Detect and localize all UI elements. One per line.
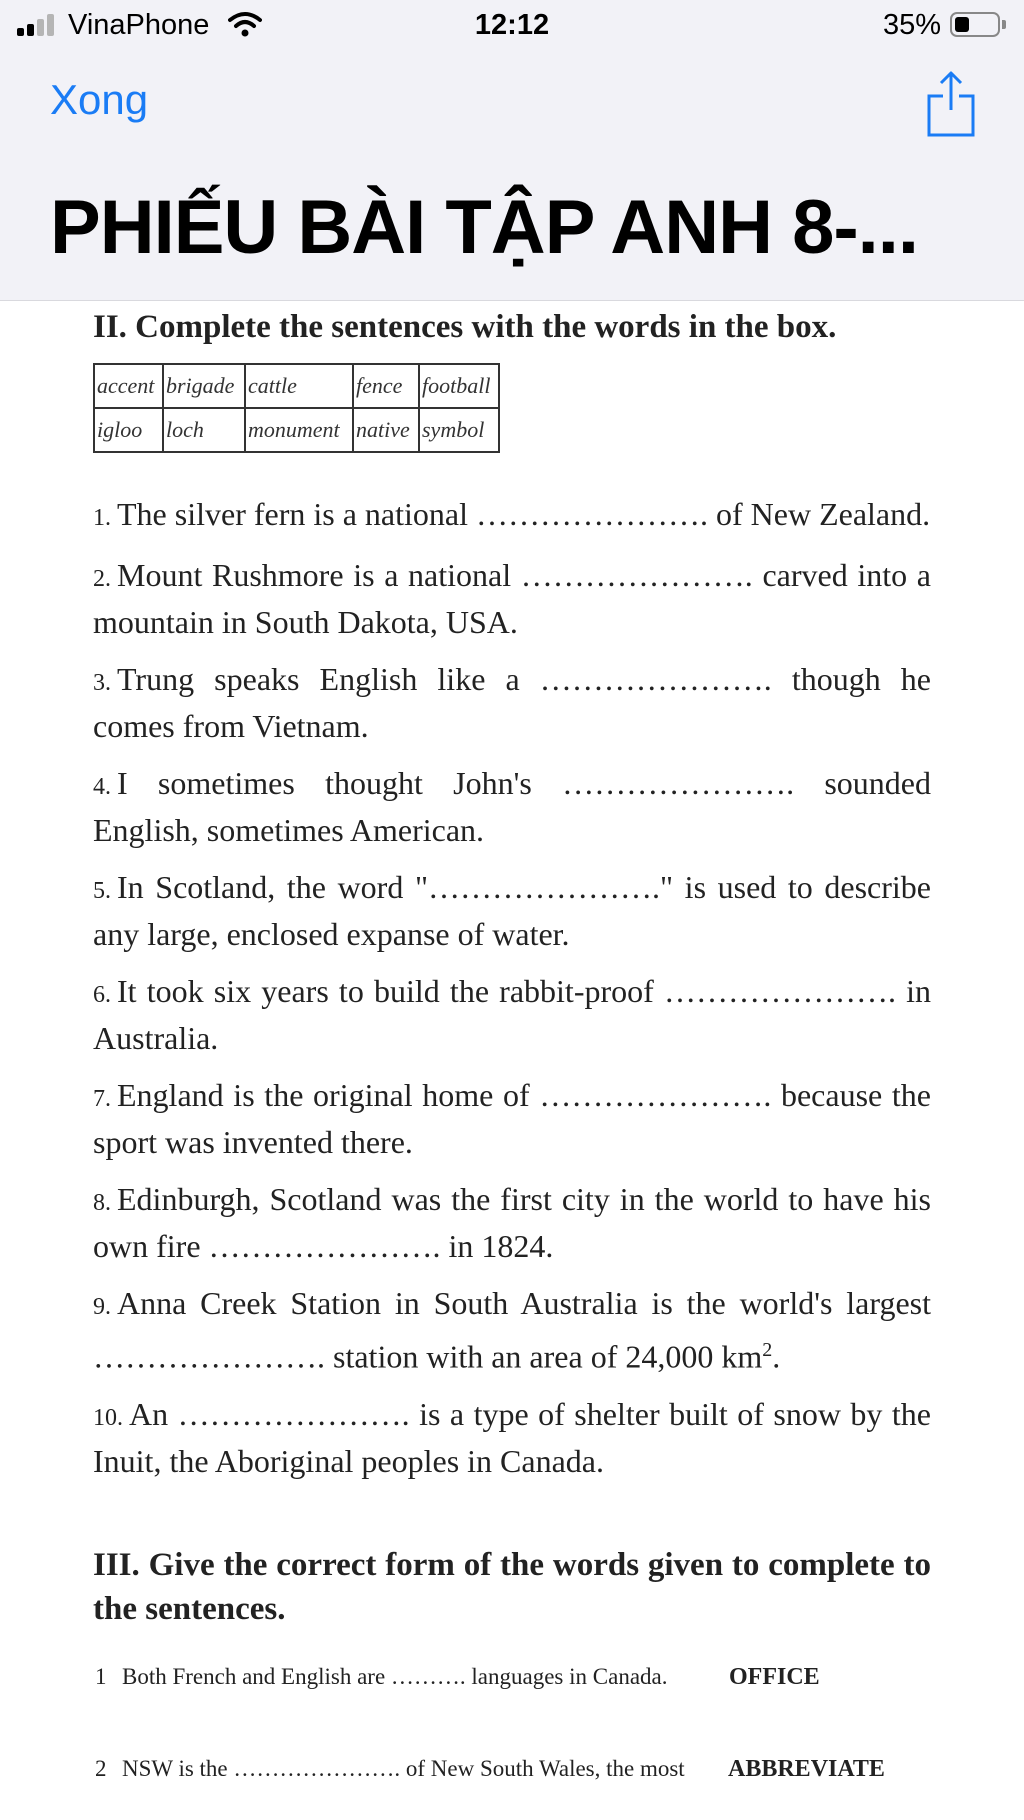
list-item — [93, 1282, 931, 1379]
item-number: 7. — [93, 1086, 111, 1112]
battery-percentage: 35% — [883, 9, 942, 41]
item-text: I sometimes thought John's …………………. sounded English, sometimes American. — [93, 765, 931, 848]
section-2-title: II. Complete the sentences with the words in the box. — [93, 309, 837, 345]
item-text: England is the original home of …………………. because the sport was invented there. — [93, 1077, 931, 1160]
item-number: 8. — [93, 1190, 111, 1216]
word-form-row — [93, 1756, 931, 1788]
word-box-cell: native — [353, 408, 419, 452]
item-number: 5. — [93, 878, 111, 904]
document-page[interactable] — [93, 305, 931, 1788]
word-box-cell: monument — [245, 408, 353, 452]
list-item — [93, 762, 931, 852]
item-text: Edinburgh, Scotland was the first city in the world to have his own fire …………………. in 1824. — [93, 1181, 931, 1264]
item-number: 2 — [95, 1755, 107, 1781]
clock: 12:12 — [474, 9, 550, 41]
status-bar — [0, 0, 1024, 54]
superscript: 2 — [762, 1339, 773, 1361]
section-2-items — [93, 493, 931, 1483]
share-icon[interactable] — [926, 68, 976, 138]
word-box-cell: fence — [353, 364, 419, 408]
item-text: It took six years to build the rabbit-proof …………………. in Australia. — [93, 973, 931, 1056]
item-number: 9. — [93, 1294, 111, 1320]
list-item — [93, 1074, 931, 1164]
list-item — [93, 1393, 931, 1483]
word-form-row — [93, 1664, 931, 1696]
list-item — [93, 658, 931, 748]
carrier-name: VinaPhone — [68, 9, 210, 41]
item-text: Mount Rushmore is a national …………………. carved into a mountain in South Dakota, USA. — [93, 557, 931, 640]
keyword: OFFICE — [729, 1663, 820, 1690]
item-text: The silver fern is a national …………………. of New Zealand. — [117, 496, 931, 532]
item-text: Trung speaks English like a …………………. though he comes from Vietnam. — [93, 661, 931, 744]
word-box-cell: loch — [163, 408, 245, 452]
item-tail: . — [772, 1338, 781, 1375]
item-text: Both French and English are ………. languages in Canada. — [122, 1663, 668, 1689]
item-text: An …………………. is a type of shelter built of snow by the Inuit, the Aboriginal peoples in Canada. — [93, 1395, 931, 1479]
list-item — [93, 866, 931, 956]
word-box-cell: brigade — [163, 364, 245, 408]
battery-icon — [950, 12, 1000, 37]
item-number: 4. — [93, 774, 111, 800]
word-box — [93, 363, 500, 453]
item-text: Anna Creek Station in South Australia is the world's largest …………………. station with an area of 24,000 km — [93, 1285, 931, 1375]
document-title: PHIẾU BÀI TẬP ANH 8-... — [50, 185, 918, 270]
item-number: 3. — [93, 670, 111, 696]
done-button[interactable]: Xong — [50, 76, 149, 123]
item-number: 6. — [93, 982, 111, 1008]
battery-cap — [1002, 20, 1006, 29]
word-box-row — [94, 408, 499, 452]
word-box-row — [94, 364, 499, 408]
item-text: NSW is the …………………. of New South Wales, the most — [122, 1755, 685, 1781]
section-3-title: III. Give the correct form of the words given to complete to the sentences. — [93, 1546, 931, 1627]
item-number: 10. — [93, 1404, 123, 1431]
list-item — [93, 1178, 931, 1268]
item-number: 1 — [95, 1663, 107, 1689]
item-text: In Scotland, the word "…………………." is used to describe any large, enclosed expanse of water. — [93, 869, 931, 952]
word-box-cell: symbol — [419, 408, 499, 452]
word-box-cell: cattle — [245, 364, 353, 408]
item-number: 1. — [93, 505, 111, 531]
list-item — [93, 970, 931, 1060]
list-item — [93, 554, 931, 644]
list-item — [93, 493, 931, 540]
navigation-header — [0, 54, 1024, 301]
word-box-cell: igloo — [94, 408, 163, 452]
keyword: ABBREVIATE — [728, 1755, 885, 1782]
word-box-cell: football — [419, 364, 499, 408]
item-number: 2. — [93, 566, 111, 592]
word-box-cell: accent — [94, 364, 163, 408]
